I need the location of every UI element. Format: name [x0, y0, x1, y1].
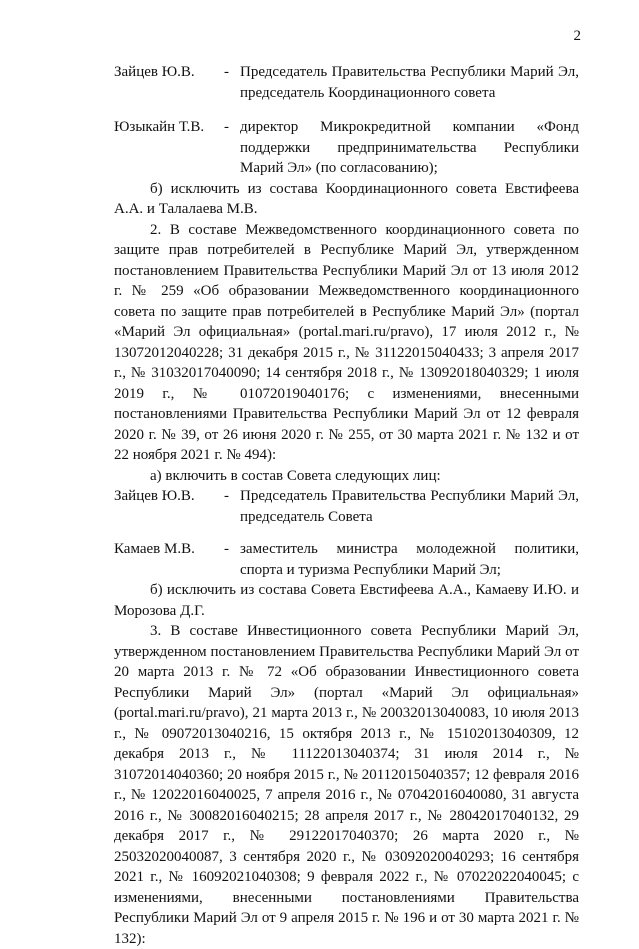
- member-dash: -: [224, 541, 229, 557]
- member-name: Камаев М.В.: [114, 541, 195, 557]
- member-name: Зайцев Ю.В.: [114, 488, 195, 504]
- paragraph-3: 3. В составе Инвестиционного совета Республики Марий Эл, утвержденном постановлением Правительства Республики Марий Эл от 20 марта 2013 г. № 72 «Об образовании Инвестиционного совета Республики Марий Эл» (портал «Марий Эл официальная» (portal.mari.ru/pravo), 21 марта 2013 г., № 20032013040083, 10 июля 2013 г., № 09072013040216, 15 октября 2013 г., № 15102013040309, 12 декабря 2013 г., № 11122013040374; 31 июля 2014 г., № 31072014040360; 20 ноября 2015 г., № 20112015040357; 12 февраля 2016 г., № 12022016040025, 7 апреля 2016 г., № 07042016040080, 31 августа 2016 г., № 30082016040215; 28 апреля 2017 г., № 28042017040132, 29 декабря 2017 г., № 29122017040370; 26 марта 2020 г., № 25032020040087, 3 сентября 2020 г., № 03092020040293; 16 сентября 2021 г., № 16092021040308; 9 февраля 2022 г., № 07022022040045; с изменениями, внесенными постановлениями Правительства Республики Марий Эл от 9 апреля 2015 г. № 196 и от 30 марта 2021 г. № 132):: [114, 623, 579, 947]
- paragraph-exclude-coordination-council: б) исключить из состава Координационного совета Евстифеева А.А. и Талалаева М.В.: [114, 180, 579, 217]
- member-dash: -: [224, 64, 229, 80]
- paragraph-2: 2. В составе Межведомственного координационного совета по защите прав потребителей в Республике Марий Эл, утвержденном постановлением Правительства Республики Марий Эл от 13 июля 2012 г. № 259 «Об образовании Межведомственного координационного совета по защите прав потребителей в Республике Марий Эл» (портал «Марий Эл официальная» (portal.mari.ru/pravo), 17 июля 2012 г., № 13072012040228; 31 декабря 2015 г., № 31122015040433; 3 апреля 2017 г., № 31032017040090; 14 сентября 2018 г., № 13092018040329; 1 июля 2019 г., № 01072019040176; с изменениями, внесенными постановлениями Правительства Республики Марий Эл от 12 февраля 2020 г. № 39, от 26 июня 2020 г. № 255, от 30 марта 2021 г. № 132 и от 22 ноября 2021 г. № 494):: [114, 221, 579, 463]
- member-role: заместитель министра молодежной политики, спорта и туризма Республики Марий Эл;: [240, 541, 579, 578]
- member-dash: -: [224, 488, 229, 504]
- member-name: Юзыкайн Т.В.: [114, 119, 205, 135]
- member-role: Председатель Правительства Республики Марий Эл, председатель Координационного совета: [240, 64, 579, 101]
- member-dash: -: [224, 119, 229, 135]
- member-role: директор Микрокредитной компании «Фонд поддержки предпринимательства Республики Марий Эл» (по согласованию);: [240, 119, 579, 176]
- member-row: [114, 117, 579, 179]
- member-role: Председатель Правительства Республики Марий Эл, председатель Совета: [240, 488, 579, 525]
- paragraph-exclude-council: б) исключить из состава Совета Евстифеева А.А., Камаеву И.Ю. и Морозова Д.Г.: [114, 582, 579, 619]
- member-name: Зайцев Ю.В.: [114, 64, 195, 80]
- member-row: [114, 539, 579, 580]
- member-row: [114, 62, 579, 103]
- paragraph-include-council: а) включить в состав Совета следующих лиц:: [150, 467, 441, 484]
- document-body: [114, 62, 579, 949]
- page-number: 2: [573, 28, 581, 44]
- member-row: [114, 486, 579, 527]
